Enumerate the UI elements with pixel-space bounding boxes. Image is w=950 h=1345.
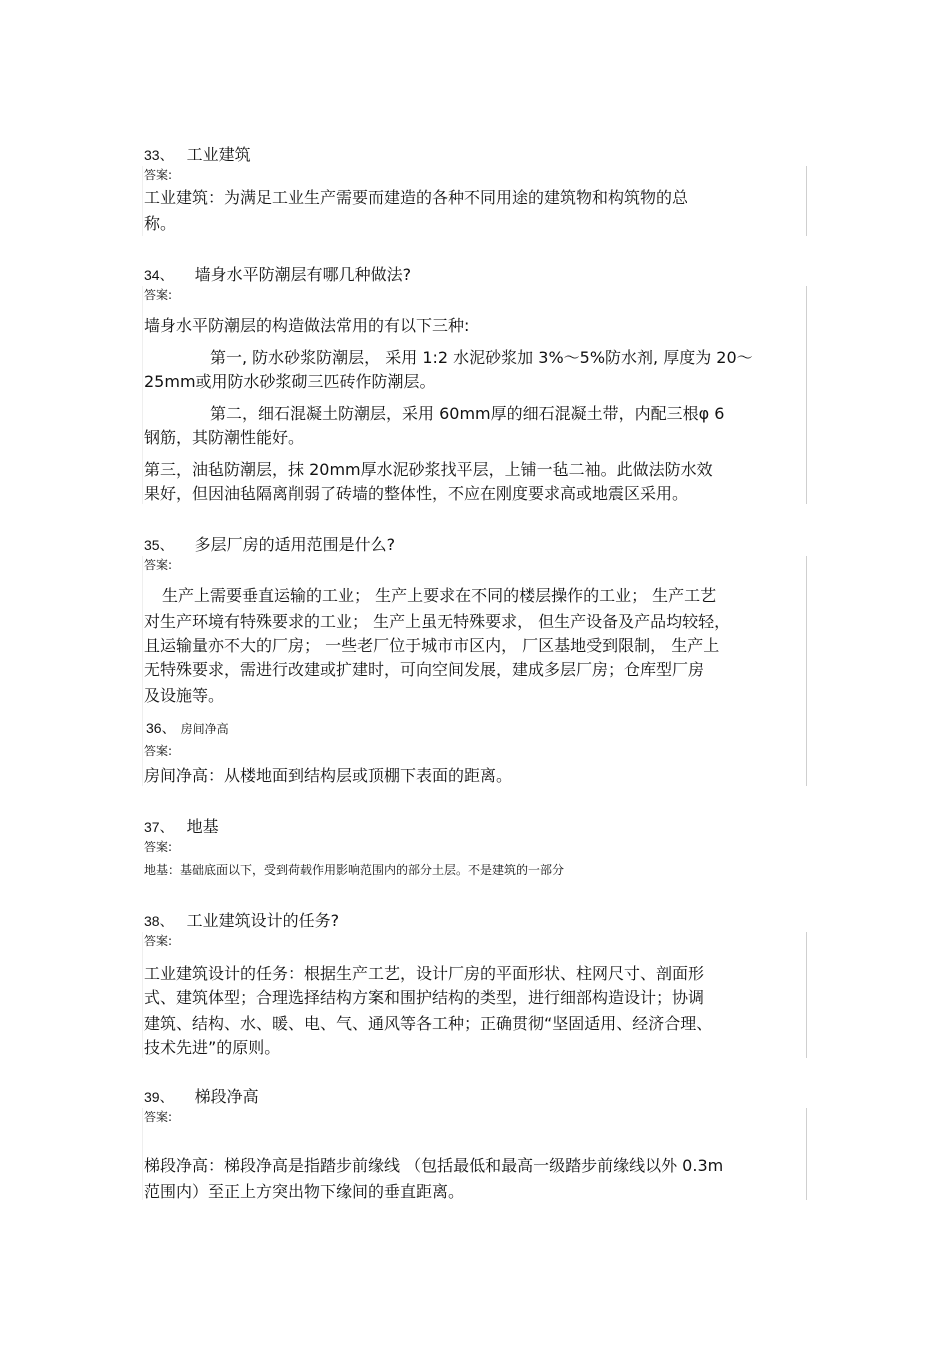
question-heading [144,814,219,837]
answer-line: 工业建筑：为满足工业生产需要而建造的各种不同用途的建筑物和构筑物的总 [144,188,689,207]
answer-label: 答案: [144,168,173,182]
question-number: 38、 [144,913,174,929]
question-heading [146,718,229,738]
question-number: 33、 [144,147,174,163]
question-number: 34、 [144,267,174,283]
answer-line: 梯段净高：梯段净高是指踏步前缘线 （包括最低和最高一级踏步前缘线以外 0.3m [144,1156,724,1175]
answer-label: 答案: [144,1110,173,1124]
question-title: 梯段净高 [194,1087,259,1106]
question-title: 墙身水平防潮层有哪几种做法? [194,265,412,284]
answer-line: 建筑、结构、水、暖、电、气、通风等各工种；正确贯彻“坚固适用、经济合理、 [144,1014,713,1033]
answer-line: 及设施等。 [144,686,225,705]
answer-line: 第三，油毡防潮层，抹 20mm厚水泥砂浆找平层，上铺一毡二袖。此做法防水效 [144,460,713,479]
answer-line: 第二，细石混凝土防潮层，采用 60mm厚的细石混凝土带，内配三根φ 6 [210,404,725,423]
answer-line: 墙身水平防潮层的构造做法常用的有以下三种: [144,316,470,335]
question-title: 多层厂房的适用范围是什么? [194,535,396,554]
answer-line: 称。 [144,214,177,233]
answer-line: 工业建筑设计的任务：根据生产工艺，设计厂房的平面形状、柱网尺寸、剖面形 [144,964,705,983]
answer-label: 答案: [144,934,173,948]
answer-line: 果好，但因油毡隔离削弱了砖墙的整体性，不应在刚度要求高或地震区采用。 [144,484,689,503]
question-title: 房间净高 [180,722,229,736]
answer-line: 技术先进”的原则。 [144,1038,281,1057]
answer-line: 地基：基础底面以下，受到荷载作用影响范围内的部分土层。不是建筑的一部分 [144,863,565,877]
answer-line: 25mm或用防水砂浆砌三匹砖作防潮层。 [144,372,436,391]
answer-line: 范围内）至正上方突出物下缘间的垂直距离。 [144,1182,465,1201]
question-heading [144,532,395,555]
question-number: 35、 [144,537,174,553]
answer-line: 对生产环境有特殊要求的工业； 生产上虽无特殊要求， 但生产设备及产品均较轻， [144,612,731,631]
answer-line: 无特殊要求，需进行改建或扩建时，可向空间发展，建成多层厂房；仓库型厂房 [144,660,705,679]
answer-line: 钢筋，其防潮性能好。 [144,428,305,447]
answer-line: 且运输量亦不大的厂房； 一些老厂位于城市市区内， 厂区基地受到限制， 生产上 [144,636,720,655]
question-number: 36、 [146,720,176,736]
question-heading [144,1084,259,1107]
answer-label: 答案: [144,840,173,854]
answer-label: 答案: [144,288,173,302]
question-title: 工业建筑 [186,145,251,164]
question-heading [144,908,339,931]
question-title: 地基 [186,817,219,836]
answer-label: 答案: [144,744,173,758]
question-number: 39、 [144,1089,174,1105]
answer-line: 式、建筑体型；合理选择结构方案和围护结构的类型，进行细部构造设计；协调 [144,988,705,1007]
answer-line: 生产上需要垂直运输的工业； 生产上要求在不同的楼层操作的工业； 生产工艺 [162,586,717,605]
question-title: 工业建筑设计的任务? [186,911,340,930]
answer-line: 第一, 防水砂浆防潮层， 采用 1:2 水泥砂浆加 3%～5%防水剂, 厚度为 20～ [210,348,753,367]
answer-label: 答案: [144,558,173,572]
question-number: 37、 [144,819,174,835]
question-heading [144,262,411,285]
question-heading [144,142,251,165]
answer-line: 房间净高：从楼地面到结构层或顶棚下表面的距离。 [144,766,513,785]
